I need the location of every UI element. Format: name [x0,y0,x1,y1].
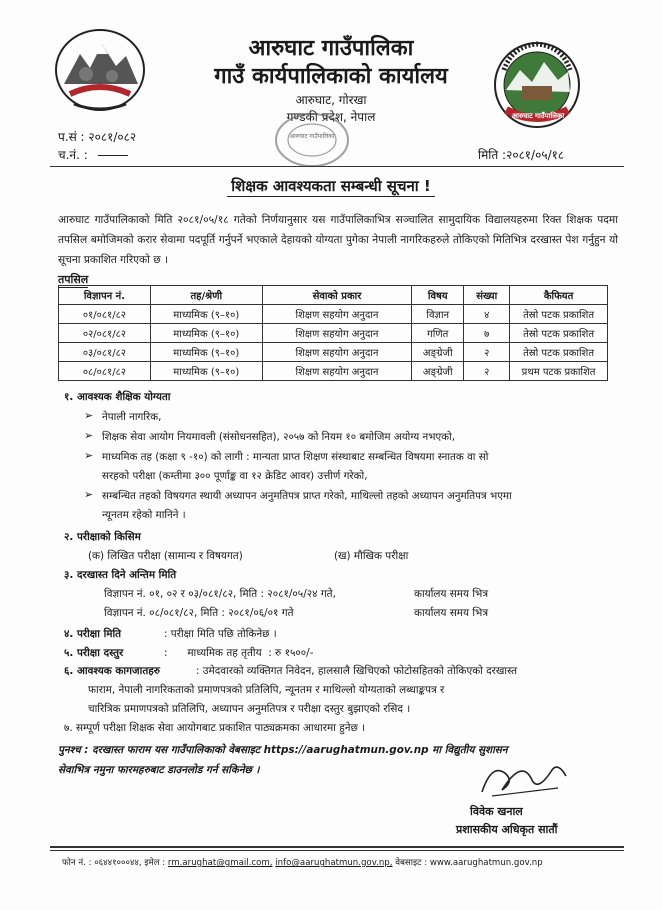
table-row [59,343,608,362]
dispatch-number [58,146,128,163]
deadline-line-1: विज्ञापन नं. ०१, ०२ र ०३/०८१/८२, मिति : २०८१/०५/२४ गते, [104,588,336,600]
arrow-bullet-icon: ➢ [84,429,94,442]
intro-paragraph: आरुघाट गाउँपालिकाको मिति २०८१/०५/१८ गतेको निर्णयानुसार यस गाउँपालिकाभित्र सञ्चालित सामुदायिक विद्यालयहरुमा रिक्त शिक्षक पदमा तपसिल बमोजिमको करार सेवामा पदपूर्ति गर्नुपर्ने भएकाले देहायको योग्यता पुगेका नेपाली नागरिकहरुले तोकिएको मितिभित्र दरखास्त पेश गर्नुहुन यो सूचना प्रकाशित गरिएको छ । [58,214,618,266]
footnote-line-2: सेवाभित्र नमुना फारमहरुबाट डाउनलोड गर्न सकिनेछ । [58,764,260,776]
org-name: आरुघाट गाउँपालिका [248,36,414,61]
cell-remarks: तेस्रो पटक प्रकाशित [510,343,608,362]
cell-service-type: शिक्षण सहयोग अनुदान [262,324,412,343]
contact-phone: फोन नं. : ०६४४१०००४४, इमेल : [62,858,166,868]
email-link-gmail[interactable]: rm.arughat@gmail.com, [167,858,273,868]
cell-ad-no: ०८/०८१/८२ [59,362,151,381]
col-header-count: संख्या [464,286,510,305]
logo-banner-text: आरुघाट गाउँपालिका [511,112,565,120]
table-caption: तपसिल [58,273,89,286]
dispatch-label: च.नं. : [58,148,88,162]
address-line-1: आरुघाट, गोरखा [295,93,367,107]
cell-level: माध्यमिक (९–१०) [150,343,262,362]
section-syllabus-note: ७. सम्पूर्ण परीक्षा शिक्षक सेवा आयोगबाट प्रकाशित पाठ्यक्रमका आधारमा हुनेछ । [64,722,366,734]
table-row [59,324,608,343]
cell-subject: गणित [412,324,464,343]
deadline-line-2-time: कार्यालय समय भित्र [414,607,489,619]
cell-ad-no: ०२/०८१/८२ [59,324,151,343]
address-line-2: गण्डकी प्रदेश, नेपाल [286,110,376,124]
cell-remarks: तेस्रो पटक प्रकाशित [510,324,608,343]
documents-line-2: फाराम, नेपाली नागरिकताको प्रमाणपत्रको प्रतिलिपि, न्यूनतम र माथिल्लो योग्यताको लब्धाङ्कपत्र र [88,684,445,696]
notice-title [0,176,662,196]
vacancy-table [58,285,608,381]
cell-ad-no: ०१/०८१/८२ [59,305,151,324]
arrow-bullet-icon: ➢ [84,409,94,422]
footer-divider [50,846,624,848]
contact-bar [62,856,543,868]
website-link[interactable]: www.aarughatmun.gov.np [429,858,543,868]
signatory-title: प्रशासकीय अधिकृत सातौं [456,823,558,836]
deadline-line-1-time: कार्यालय समय भित्र [414,588,489,600]
cell-count: ७ [464,324,510,343]
exam-date-text: : परीक्षा मिति पछि तोकिनेछ । [164,628,277,640]
cell-service-type: शिक्षण सहयोग अनुदान [262,343,412,362]
section-exam-fee-heading: ५. परीक्षा दस्तुर [64,647,124,659]
website-label: वेबसाइट : [395,858,428,868]
qualification-item: माध्यमिक तह (कक्षा ९ -१०) को लागी : मान्यता प्राप्त शिक्षण संस्थाबाट सम्बन्धित विषयमा स्नातक वा सो [102,451,489,463]
cell-level: माध्यमिक (९–१०) [150,362,262,381]
documents-line-1: : उमेदवारको व्यक्तिगत निवेदन, हालसालै खिचिएको फोटोसहितको तोकिएको दरखास्त [196,665,518,677]
cell-level: माध्यमिक (९–१०) [150,305,262,324]
qualification-item: शिक्षक सेवा आयोग नियमावली (संसोधनसहित), २०५७ को नियम १० बमोजिम अयोग्य नभएको, [102,431,455,443]
footnote-line-1: पुनश्च : दरखास्त फाराम यस गाउँपालिकाको वेबसाइट https://aarughatmun.gov.np मा विद्युतीय सुशासन [58,744,508,756]
footer-divider-thin [50,850,624,851]
qualification-item-continued: न्यूनतम रहेको मानिने । [102,509,186,521]
signature-icon [462,752,582,802]
documents-line-3: चारित्रिक प्रमाणपत्रको प्रतिलिपि, अध्यापन अनुमतिपत्र र परीक्षा दस्तुर बुझाएको रसिद । [88,703,411,715]
cell-ad-no: ०३/०८१/८२ [59,343,151,362]
table-header-row [59,286,608,305]
cell-count: ४ [464,305,510,324]
header-divider [50,166,624,167]
notice-date: मिति :२०८१/०५/१८ [478,148,565,162]
exam-fee-text: : माध्यमिक तह तृतीय : रु १५००/- [164,647,314,659]
deadline-line-2: विज्ञापन नं. ०८/०८१/८२, मिति : २०८१/०६/०१ गते [104,607,294,619]
section-qualification-heading: १. आवश्यक शैक्षिक योग्यता [64,391,171,403]
cell-subject: विज्ञान [412,305,464,324]
cell-level: माध्यमिक (९–१०) [150,324,262,343]
notice-title-text: शिक्षक आवश्यकता सम्बन्धी सूचना ! [227,177,435,197]
cell-remarks: प्रथम पटक प्रकाशित [510,362,608,381]
col-header-service-type: सेवाको प्रकार [262,286,412,305]
table-row [59,305,608,324]
section-exam-type-heading: २. परीक्षाको किसिम [64,531,141,543]
qualification-item-continued: सरहको परीक्षा (कम्तीमा ३०० पूर्णाङ्क वा १२ क्रेडिट आवर) उत्तीर्ण गरेको, [102,470,368,482]
exam-type-oral: (ख) मौखिक परीक्षा [334,550,409,562]
cell-count: २ [464,362,510,381]
office-name: गाउँ कार्यपालिकाको कार्यालय [214,64,448,89]
arrow-bullet-icon: ➢ [84,488,94,501]
dispatch-dash [98,155,128,156]
col-header-ad-no: विज्ञापन नं. [59,286,151,305]
arrow-bullet-icon: ➢ [84,449,94,462]
cell-service-type: शिक्षण सहयोग अनुदान [262,362,412,381]
cell-remarks: तेस्रो पटक प्रकाशित [510,305,608,324]
section-deadline-heading: ३. दरखास्त दिने अन्तिम मिति [64,569,177,581]
office-stamp-icon [272,110,352,170]
stamp-text: आरुघाट गाउँपालिका [289,133,335,140]
qualification-item: नेपाली नागरिक, [102,411,162,423]
exam-type-written: (क) लिखित परीक्षा (सामान्य र विषयगत) [88,550,243,562]
col-header-remarks: कैफियत [510,286,608,305]
col-header-level: तह/श्रेणी [150,286,262,305]
cell-subject: अङ्ग्रेजी [412,343,464,362]
section-documents-heading: ६. आवश्यक कागजातहरु [64,665,160,677]
email-link-official[interactable]: info@aarughatmun.gov.np, [275,858,393,868]
reference-number: प.सं : २०८१/०८२ [58,130,137,144]
cell-subject: अङ्ग्रेजी [412,362,464,381]
col-header-subject: विषय [412,286,464,305]
signatory-name: विवेक खनाल [470,805,523,818]
cell-count: २ [464,343,510,362]
cell-service-type: शिक्षण सहयोग अनुदान [262,305,412,324]
qualification-item: सम्बन्धित तहको विषयगत स्थायी अध्यापन अनुमतिपत्र प्राप्त गरेको, माथिल्लो तहको अध्यापन अनुमतिपत्र भएमा [102,490,512,502]
table-row [59,362,608,381]
section-exam-date-heading: ४. परीक्षा मिति [64,628,122,640]
